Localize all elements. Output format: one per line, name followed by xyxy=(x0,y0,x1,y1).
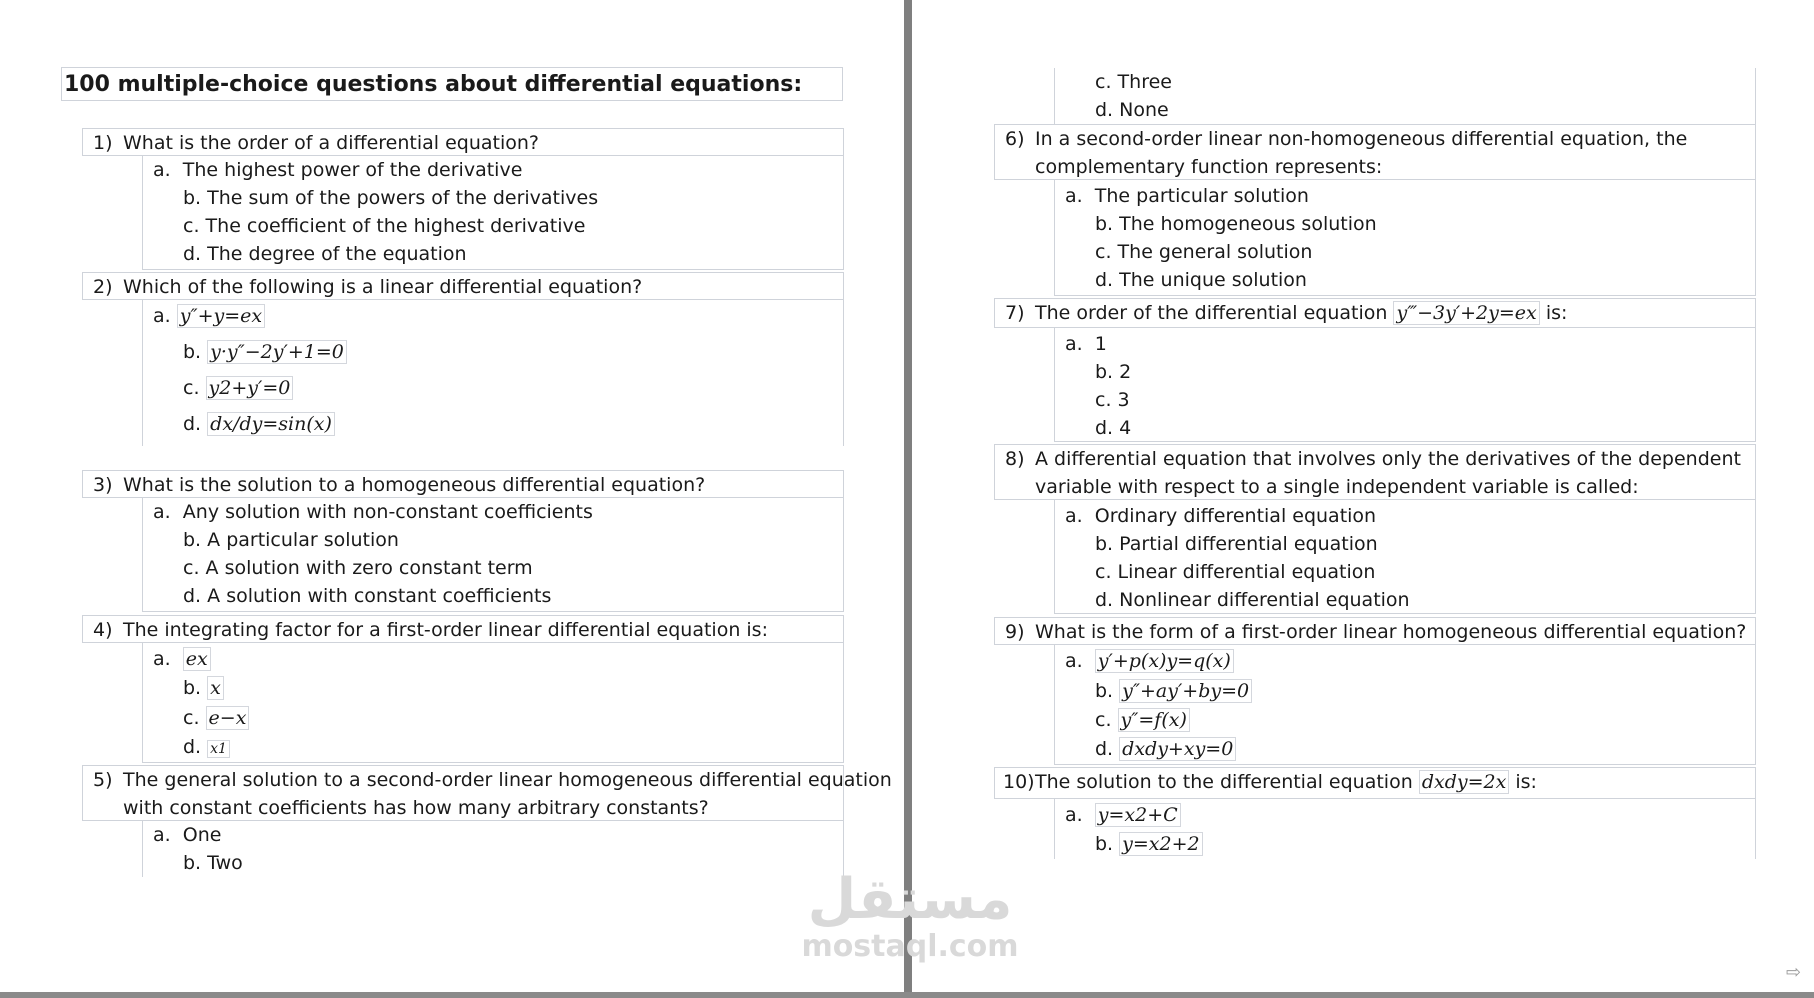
options-5 xyxy=(142,821,844,877)
watermark-latin: mostaql.com xyxy=(801,929,1019,964)
next-page-arrow-icon[interactable]: ⇨ xyxy=(1786,962,1802,983)
question-number: 10) xyxy=(1003,771,1035,793)
option-b: b. y″+ay′+by=0 xyxy=(1095,677,1252,705)
question-4 xyxy=(82,615,844,643)
left-page xyxy=(0,0,904,992)
question-text: What is the solution to a homogeneous differential equation? xyxy=(123,474,706,496)
option-b: b. y·y″−2y′+1=0 xyxy=(183,338,347,366)
option-d: d. None xyxy=(1095,99,1169,121)
option-b: b. The homogeneous solution xyxy=(1095,213,1377,235)
option-b: b. x xyxy=(183,674,224,702)
options-4 xyxy=(142,643,844,763)
bottom-bar xyxy=(0,992,1814,998)
question-number: 8) xyxy=(1005,448,1025,470)
question-number: 5) xyxy=(93,769,113,791)
option-c: c. y2+y′=0 xyxy=(183,374,293,402)
option-a: a. The particular solution xyxy=(1065,185,1309,207)
question-text: What is the form of a first-order linear homogeneous differential equation? xyxy=(1035,621,1747,643)
question-text-line2: complementary function represents: xyxy=(1035,156,1383,178)
question-number: 6) xyxy=(1005,128,1025,150)
question-5 xyxy=(82,765,892,821)
option-a: a. Any solution with non-constant coefficients xyxy=(153,501,593,523)
option-a: a. The highest power of the derivative xyxy=(153,159,523,181)
question-10 xyxy=(994,767,1756,799)
option-d: d. Nonlinear differential equation xyxy=(1095,589,1410,611)
option-a: a. y=x2+C xyxy=(1065,801,1181,829)
option-d: d. x1 xyxy=(183,733,230,763)
option-d: d. A solution with constant coefficients xyxy=(183,585,552,607)
option-c: c. A solution with zero constant term xyxy=(183,557,533,579)
question-text: What is the order of a differential equation? xyxy=(123,132,539,154)
question-7 xyxy=(994,298,1756,328)
option-b: b. The sum of the powers of the derivatives xyxy=(183,187,599,209)
question-text: The order of the differential equation y‴−3y′+2y=ex is: xyxy=(1035,302,1568,324)
option-b: b. 2 xyxy=(1095,361,1132,383)
option-c: c. e−x xyxy=(183,704,249,732)
right-page xyxy=(912,0,1814,992)
options-5-continued xyxy=(1054,68,1756,124)
question-6 xyxy=(994,124,1756,180)
option-c: c. y″=f(x) xyxy=(1095,706,1190,734)
option-a: a. 1 xyxy=(1065,333,1107,355)
question-1 xyxy=(82,128,844,156)
question-3 xyxy=(82,470,844,498)
options-10 xyxy=(1054,799,1756,859)
option-a: a. One xyxy=(153,824,222,846)
watermark-arabic: مستقل xyxy=(807,867,1013,932)
option-a: a. y′+p(x)y=q(x) xyxy=(1065,647,1234,675)
option-d: d. The degree of the equation xyxy=(183,243,467,265)
option-b: b. Partial differential equation xyxy=(1095,533,1378,555)
watermark-logo xyxy=(790,867,1030,964)
options-6 xyxy=(1054,180,1756,296)
document-title: 100 multiple-choice questions about differential equations: xyxy=(61,67,843,101)
question-text: The integrating factor for a first-order linear differential equation is: xyxy=(123,619,768,641)
question-number: 4) xyxy=(93,619,113,641)
option-c: c. The coefficient of the highest derivative xyxy=(183,215,586,237)
question-2 xyxy=(82,272,844,300)
question-number: 3) xyxy=(93,474,113,496)
question-text-line2: variable with respect to a single independent variable is called: xyxy=(1035,476,1639,498)
options-1 xyxy=(142,156,844,270)
option-d: d. dx/dy=sin(x) xyxy=(183,410,335,438)
page-gutter xyxy=(904,0,912,998)
option-a: a. ex xyxy=(153,645,211,673)
options-3 xyxy=(142,498,844,612)
question-text: The general solution to a second-order linear homogeneous differential equation xyxy=(123,769,892,791)
options-9 xyxy=(1054,645,1756,765)
option-d: d. 4 xyxy=(1095,417,1132,439)
question-number: 7) xyxy=(1005,302,1025,324)
option-d: d. dxdy+xy=0 xyxy=(1095,735,1236,763)
option-c: c. Three xyxy=(1095,71,1172,93)
question-number: 1) xyxy=(93,132,113,154)
option-c: c. Linear differential equation xyxy=(1095,561,1376,583)
question-text: In a second-order linear non-homogeneous differential equation, the xyxy=(1035,128,1688,150)
options-8 xyxy=(1054,500,1756,614)
question-text-line2: with constant coefficients has how many arbitrary constants? xyxy=(123,797,709,819)
options-7 xyxy=(1054,328,1756,442)
question-8 xyxy=(994,444,1756,500)
option-c: c. The general solution xyxy=(1095,241,1313,263)
option-b: b. y=x2+2 xyxy=(1095,830,1203,858)
option-c: c. 3 xyxy=(1095,389,1130,411)
options-2 xyxy=(142,300,844,446)
question-text: The solution to the differential equation dxdy=2x is: xyxy=(1035,771,1537,793)
question-9 xyxy=(994,617,1756,645)
option-d: d. The unique solution xyxy=(1095,269,1307,291)
question-number: 9) xyxy=(1005,621,1025,643)
option-b: b. Two xyxy=(183,852,243,874)
option-b: b. A particular solution xyxy=(183,529,399,551)
question-text: A differential equation that involves only the derivatives of the dependent xyxy=(1035,448,1741,470)
option-a: a. Ordinary differential equation xyxy=(1065,505,1377,527)
question-text: Which of the following is a linear differential equation? xyxy=(123,276,643,298)
question-number: 2) xyxy=(93,276,113,298)
option-a: a. y″+y=ex xyxy=(153,302,265,330)
